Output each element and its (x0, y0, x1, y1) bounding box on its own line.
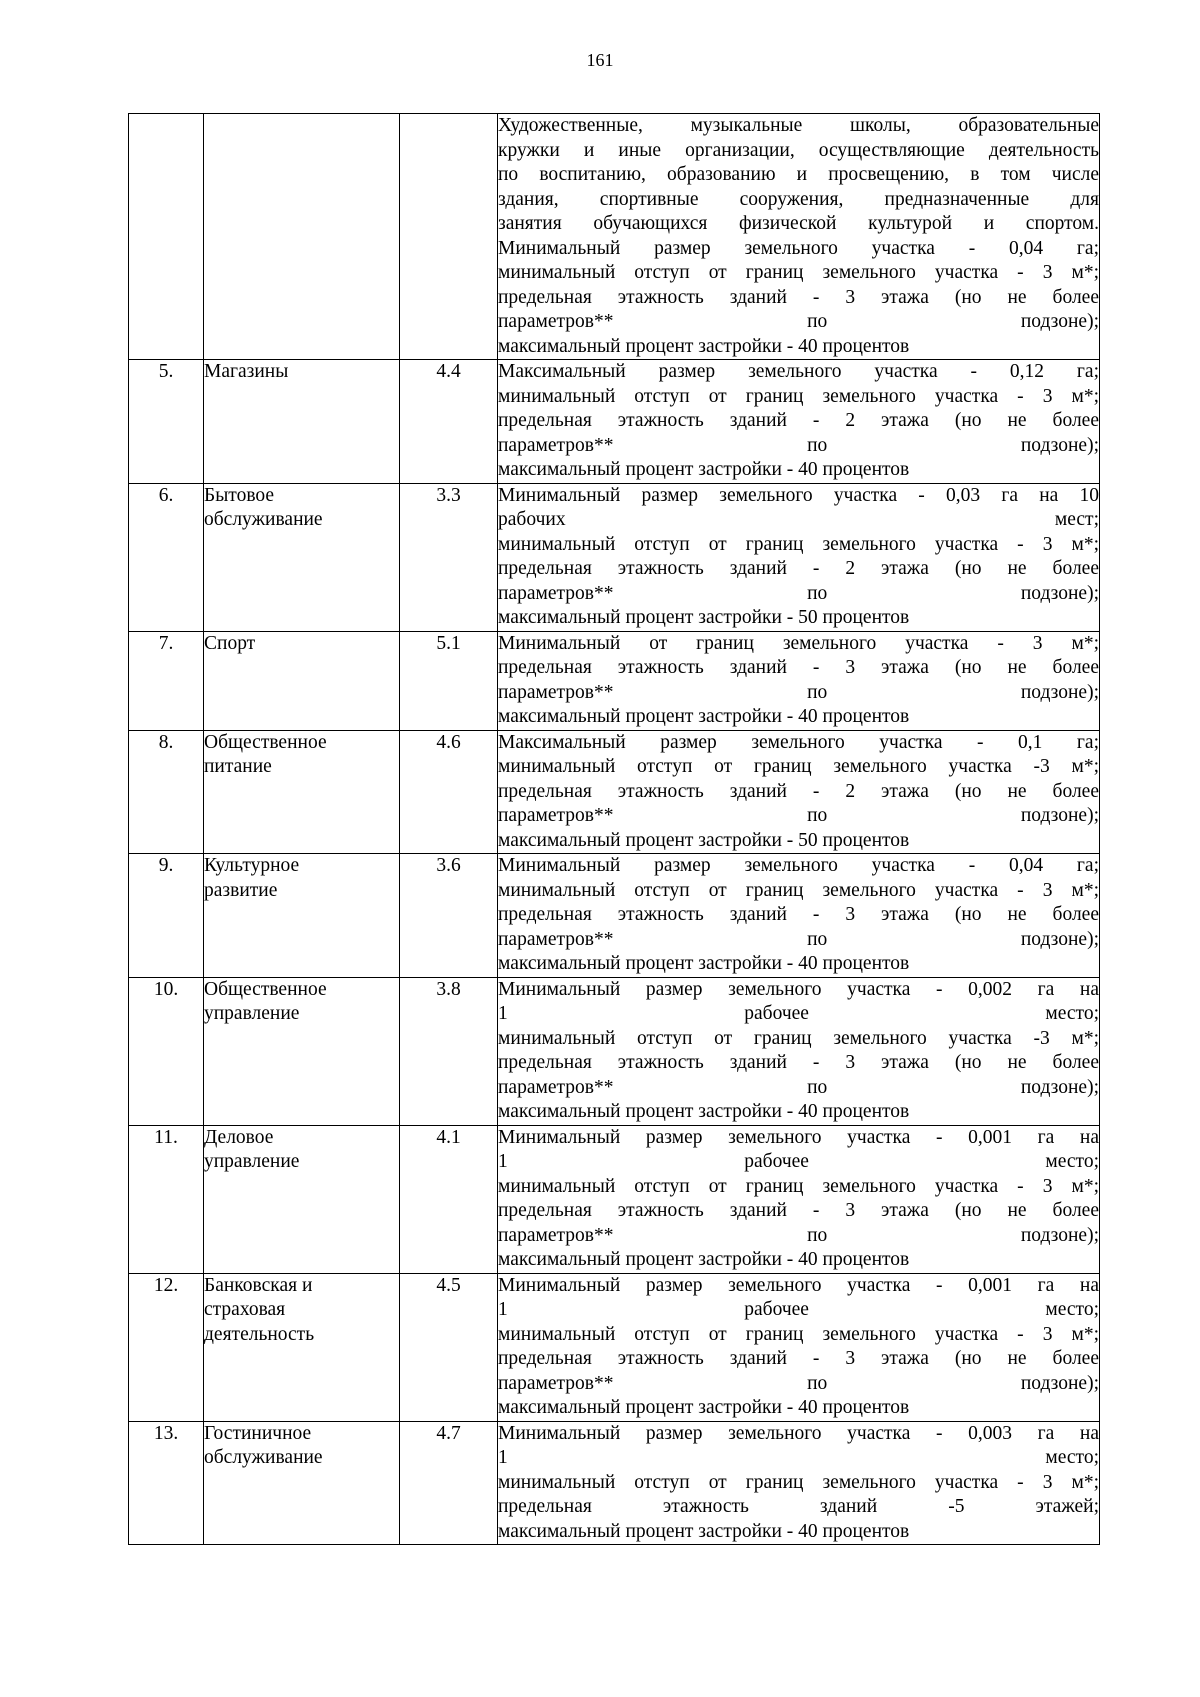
parameter-line: минимальный отступ от границ земельного участка - 3 м*; (498, 1175, 1099, 1197)
parameter-line: максимальный процент застройки - 40 процентов (498, 335, 910, 357)
parameter-line: максимальный процент застройки - 50 процентов (498, 607, 910, 628)
use-code: 4.7 (400, 1421, 498, 1545)
parameter-line: Минимальный размер земельного участка - 0,001 га на (498, 1274, 1099, 1296)
use-code: 4.5 (400, 1273, 498, 1421)
use-name-line: обслуживание (204, 1447, 323, 1468)
land-use-table (128, 113, 1100, 1545)
row-number (129, 114, 204, 360)
parameters-cell (498, 1125, 1100, 1273)
table-row (129, 360, 1100, 484)
parameter-line: предельная этажность зданий - 3 этажа (но не более (498, 1348, 1099, 1369)
parameter-line: максимальный процент застройки - 40 процентов (498, 953, 910, 974)
parameter-line: Минимальный размер земельного участка - 0,001 га на (498, 1126, 1099, 1148)
parameters-cell (498, 730, 1100, 854)
parameter-line: минимальный отступ от границ земельного участка -3 м*; (498, 756, 1099, 777)
parameter-line: предельная этажность зданий - 2 этажа (но не более (498, 410, 1099, 431)
row-number: 11. (129, 1125, 204, 1273)
use-name-cell (204, 631, 400, 730)
use-code: 3.6 (400, 854, 498, 978)
use-name-cell (204, 114, 400, 360)
parameter-line: Художественные, музыкальные школы, образовательные (498, 115, 1099, 136)
parameter-line: предельная этажность зданий - 2 этажа (но не более (498, 780, 1099, 802)
parameter-line: предельная этажность зданий -5 этажей; (498, 1496, 1099, 1517)
parameter-line: Максимальный размер земельного участка - 0,1 га; (498, 731, 1099, 753)
use-name-line: Культурное (204, 855, 300, 876)
parameters-cell (498, 631, 1100, 730)
parameter-line: 1 место; (498, 1447, 1099, 1468)
use-name-line: развитие (204, 879, 278, 901)
row-number: 5. (129, 360, 204, 484)
parameter-line: предельная этажность зданий - 3 этажа (но не более (498, 904, 1099, 925)
parameters-cell (498, 114, 1100, 360)
use-name-cell (204, 1125, 400, 1273)
use-code: 4.6 (400, 730, 498, 854)
parameter-line: предельная этажность зданий - 3 этажа (но не более (498, 286, 1099, 308)
parameter-line: параметров** по подзоне); (498, 582, 1099, 604)
parameter-line: Максимальный размер земельного участка - 0,12 га; (498, 361, 1099, 382)
use-code: 3.3 (400, 483, 498, 631)
parameter-line: параметров** по подзоне); (498, 311, 1099, 332)
table-row (129, 631, 1100, 730)
use-code (400, 114, 498, 360)
use-name-line: Деловое (204, 1126, 274, 1148)
parameter-line: минимальный отступ от границ земельного участка - 3 м*; (498, 879, 1099, 901)
parameter-line: параметров** по подзоне); (498, 805, 1099, 826)
parameter-line: минимальный отступ от границ земельного участка - 3 м*; (498, 262, 1099, 283)
use-name-line: питание (204, 756, 272, 777)
table-row (129, 854, 1100, 978)
use-name-cell (204, 977, 400, 1125)
parameter-line: рабочих мест; (498, 509, 1099, 530)
parameters-cell (498, 1273, 1100, 1421)
use-name-line: Общественное (204, 731, 327, 753)
parameter-line: минимальный отступ от границ земельного участка - 3 м*; (498, 1471, 1099, 1493)
parameters-cell (498, 483, 1100, 631)
parameter-line: минимальный отступ от границ земельного участка -3 м*; (498, 1027, 1099, 1049)
table-body (129, 114, 1100, 1545)
parameter-line: предельная этажность зданий - 3 этажа (но не более (498, 1200, 1099, 1221)
parameters-cell (498, 977, 1100, 1125)
use-name-line: управление (204, 1151, 300, 1172)
use-code: 5.1 (400, 631, 498, 730)
parameter-line: параметров** по подзоне); (498, 928, 1099, 950)
row-number: 9. (129, 854, 204, 978)
use-name-cell (204, 1421, 400, 1545)
parameter-line: предельная этажность зданий - 3 этажа (но не более (498, 1052, 1099, 1073)
parameter-line: максимальный процент застройки - 40 процентов (498, 706, 910, 727)
use-name-line: управление (204, 1003, 300, 1024)
table-row (129, 1421, 1100, 1545)
parameter-line: занятия обучающихся физической культурой и спортом. (498, 213, 1099, 234)
parameter-line: предельная этажность зданий - 2 этажа (но не более (498, 558, 1099, 579)
row-number: 8. (129, 730, 204, 854)
table-row (129, 114, 1100, 360)
row-number: 10. (129, 977, 204, 1125)
use-name-line: страховая (204, 1299, 286, 1320)
use-name-line: Бытовое (204, 484, 275, 506)
use-name-line: обслуживание (204, 509, 323, 530)
table-row (129, 730, 1100, 854)
use-name-line: Магазины (204, 361, 289, 382)
row-number: 7. (129, 631, 204, 730)
parameter-line: Минимальный размер земельного участка - 0,002 га на (498, 978, 1099, 1000)
use-name-cell (204, 1273, 400, 1421)
row-number: 12. (129, 1273, 204, 1421)
use-name-line: Спорт (204, 632, 256, 654)
parameter-line: Минимальный размер земельного участка - 0,04 га; (498, 855, 1099, 876)
parameters-cell (498, 360, 1100, 484)
parameter-line: параметров** по подзоне); (498, 434, 1099, 456)
parameter-line: максимальный процент застройки - 50 процентов (498, 829, 910, 851)
parameter-line: максимальный процент застройки - 40 процентов (498, 1520, 910, 1542)
parameter-line: Минимальный от границ земельного участка - 3 м*; (498, 632, 1099, 654)
table-row (129, 483, 1100, 631)
table-row (129, 1125, 1100, 1273)
parameter-line: 1 рабочее место; (498, 1299, 1099, 1320)
parameter-line: минимальный отступ от границ земельного участка - 3 м*; (498, 533, 1099, 555)
parameter-line: минимальный отступ от границ земельного участка - 3 м*; (498, 385, 1099, 407)
parameter-line: параметров** по подзоне); (498, 1076, 1099, 1098)
page-number: 161 (586, 50, 614, 70)
use-name-line: Гостиничное (204, 1422, 312, 1444)
parameter-line: максимальный процент застройки - 40 процентов (498, 1101, 910, 1122)
use-name-line: Общественное (204, 978, 327, 1000)
use-name-cell (204, 483, 400, 631)
parameter-line: предельная этажность зданий - 3 этажа (но не более (498, 657, 1099, 678)
use-name-cell (204, 730, 400, 854)
parameter-line: 1 рабочее место; (498, 1151, 1099, 1172)
row-number: 13. (129, 1421, 204, 1545)
parameter-line: максимальный процент застройки - 40 процентов (498, 459, 910, 480)
parameters-cell (498, 1421, 1100, 1545)
parameter-line: максимальный процент застройки - 40 процентов (498, 1249, 910, 1270)
use-code: 3.8 (400, 977, 498, 1125)
use-name-cell (204, 854, 400, 978)
parameter-line: Минимальный размер земельного участка - 0,04 га; (498, 237, 1099, 259)
parameter-line: кружки и иные организации, осуществляющие деятельность (498, 139, 1099, 161)
parameter-line: Минимальный размер земельного участка - 0,003 га на (498, 1422, 1099, 1444)
use-code: 4.1 (400, 1125, 498, 1273)
use-name-line: деятельность (204, 1323, 315, 1345)
parameter-line: 1 рабочее место; (498, 1003, 1099, 1024)
parameter-line: параметров** по подзоне); (498, 1372, 1099, 1394)
use-name-line: Банковская и (204, 1274, 313, 1296)
parameters-cell (498, 854, 1100, 978)
parameter-line: минимальный отступ от границ земельного участка - 3 м*; (498, 1323, 1099, 1345)
parameter-line: Минимальный размер земельного участка - 0,03 га на 10 (498, 484, 1099, 506)
parameter-line: параметров** по подзоне); (498, 681, 1099, 703)
use-name-cell (204, 360, 400, 484)
table-row (129, 977, 1100, 1125)
parameter-line: здания, спортивные сооружения, предназначенные для (498, 188, 1099, 210)
parameter-line: параметров** по подзоне); (498, 1224, 1099, 1246)
table-row (129, 1273, 1100, 1421)
parameter-line: по воспитанию, образованию и просвещению, в том числе (498, 164, 1099, 185)
parameter-line: максимальный процент застройки - 40 процентов (498, 1397, 910, 1418)
row-number: 6. (129, 483, 204, 631)
use-code: 4.4 (400, 360, 498, 484)
